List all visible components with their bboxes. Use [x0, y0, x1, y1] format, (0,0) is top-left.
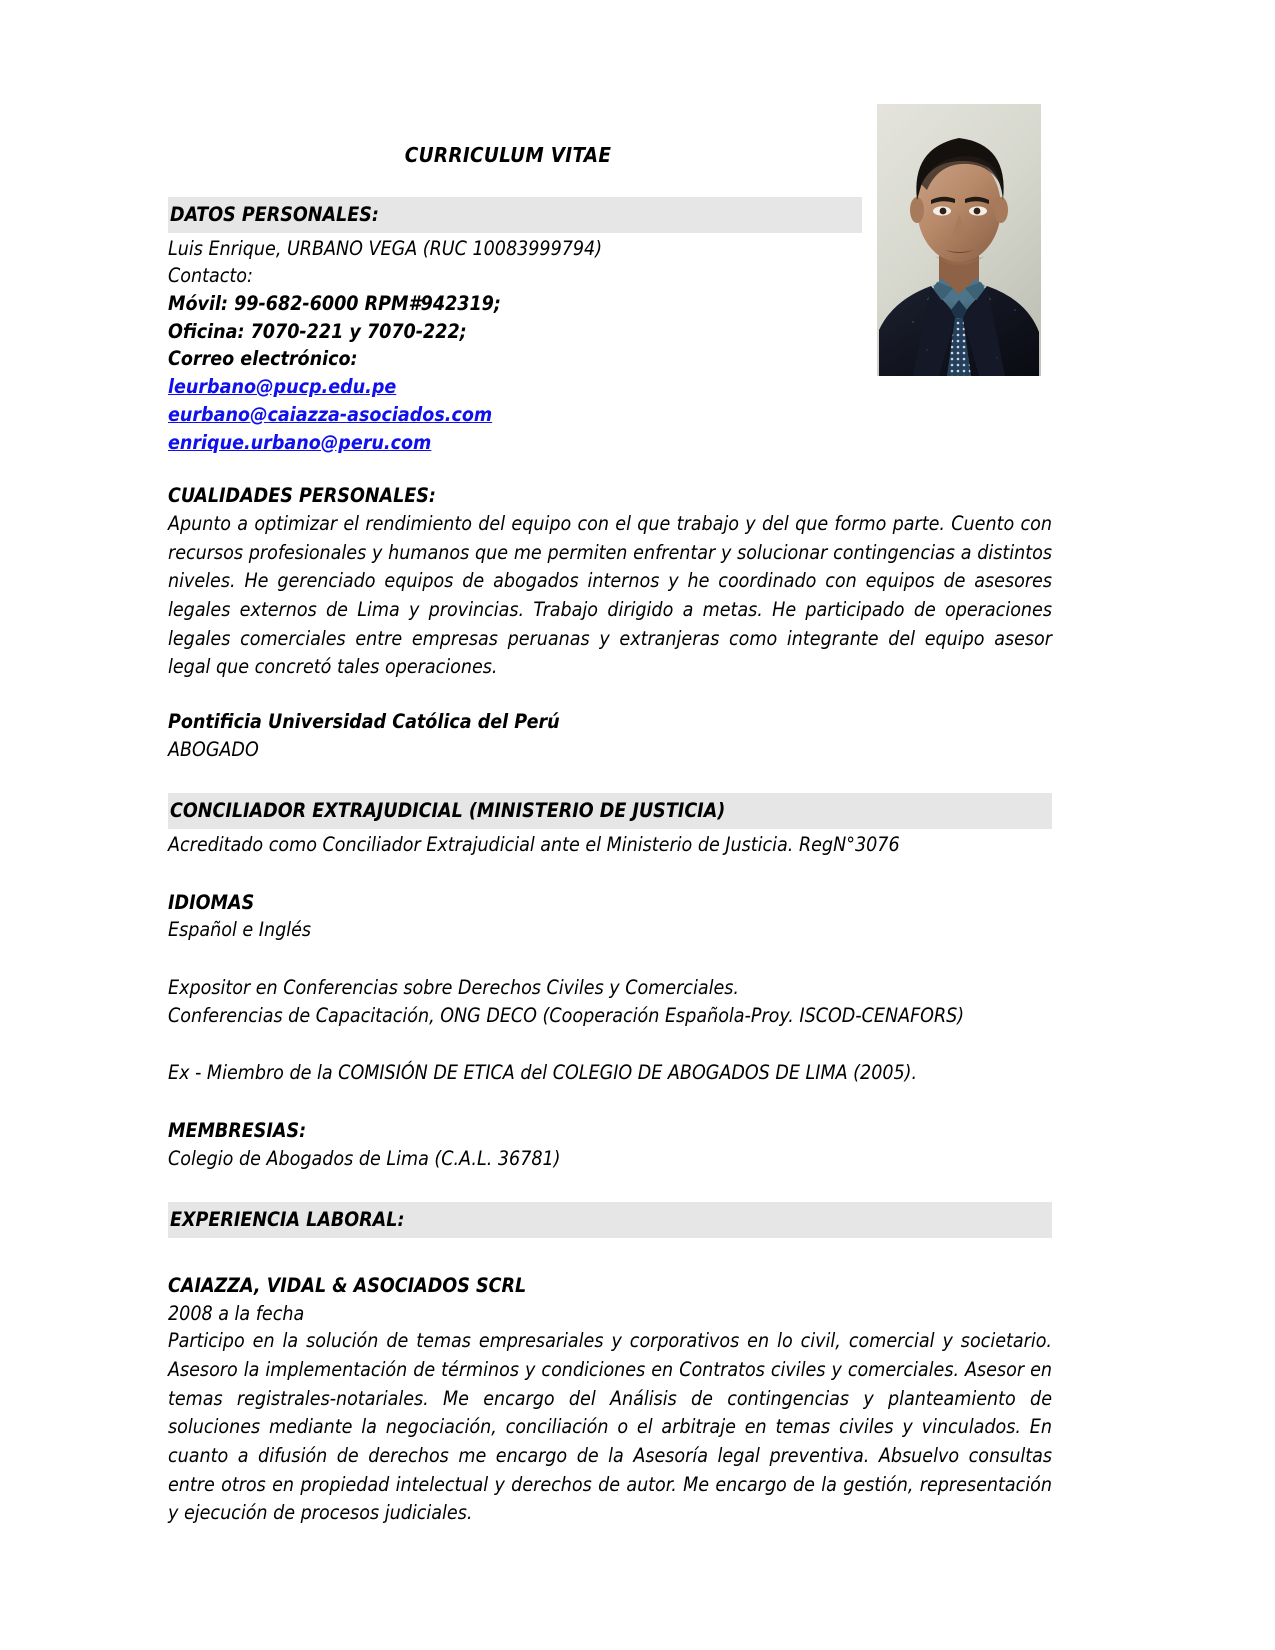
section-heading-experiencia-laboral: EXPERIENCIA LABORAL:	[168, 1202, 1052, 1238]
section-heading-cualidades-personales: CUALIDADES PERSONALES:	[168, 484, 436, 508]
conferencias-line-2: Conferencias de Capacitación, ONG DECO (Cooperación Española-Proy. ISCOD-CENAFORS)	[168, 1003, 965, 1027]
conferencias-line-1: Expositor en Conferencias sobre Derechos Civiles y Comerciales.	[168, 975, 739, 999]
membresias-body: Colegio de Abogados de Lima (C.A.L. 36781)	[168, 1146, 561, 1170]
experience-description: Participo en la solución de temas empresariales y corporativos en lo civil, comercial y societario. Asesoro la implementación de términos y condiciones en Contratos civiles y comerciales. Asesor en temas registrales-notariales. Me encargo del Análisis de contingencias y planteamiento de soluciones mediante la negociación, conciliación o el arbitraje en temas civiles y vinculados. En cuanto a difusión de derechos me encargo de la Asesoría legal preventiva. Absuelvo consultas entre otros en propiedad intelectual y derechos de autor. Me encargo de la gestión, representación y ejecución de procesos judiciales.	[168, 1329, 1052, 1525]
section-heading-datos-personales: DATOS PERSONALES:	[168, 197, 862, 233]
comision-etica-body: Ex - Miembro de la COMISIÓN DE ETICA del COLEGIO DE ABOGADOS DE LIMA (2005).	[168, 1061, 918, 1085]
email-label: Correo electrónico:	[168, 347, 358, 371]
office-phone: Oficina: 7070-221 y 7070-222;	[168, 319, 467, 343]
cv-content	[168, 0, 1052, 1528]
education-degree: ABOGADO	[168, 737, 259, 761]
mobile-phone: Móvil: 99-682-6000 RPM#942319;	[168, 292, 501, 316]
idiomas-body: Español e Inglés	[168, 918, 312, 942]
section-heading-membresias: MEMBRESIAS:	[168, 1119, 307, 1142]
section-heading-idiomas: IDIOMAS	[168, 890, 255, 914]
page-title: CURRICULUM VITAE	[404, 143, 612, 167]
email-link-pucp[interactable]: leurbano@pucp.edu.pe	[168, 375, 397, 399]
section-heading-conciliador: CONCILIADOR EXTRAJUDICIAL (MINISTERIO DE JUSTICIA)	[168, 793, 1052, 829]
experience-period: 2008 a la fecha	[168, 1301, 305, 1325]
education-institution: Pontificia Universidad Católica del Perú	[168, 709, 560, 733]
experience-entry	[168, 1272, 1052, 1528]
email-link-caiazza[interactable]: eurbano@caiazza-asociados.com	[168, 402, 493, 426]
email-link-peru[interactable]: enrique.urbano@peru.com	[168, 430, 432, 454]
experience-company: CAIAZZA, VIDAL & ASOCIADOS SCRL	[168, 1274, 527, 1298]
cualidades-personales-body: Apunto a optimizar el rendimiento del equipo con el que trabajo y del que formo parte. Cuento con recursos profesionales y humanos que me permiten enfrentar y solucionar contingencias a distintos niveles. He gerenciado equipos de abogados internos y he coordinado con equipos de asesores legales externos de Lima y provincias. Trabajo dirigido a metas. He participado de operaciones legales comerciales entre empresas peruanas y extranjeras como integrante del equipo asesor legal que concretó tales operaciones.	[168, 511, 1052, 679]
contact-label: Contacto:	[168, 264, 253, 288]
personal-name: Luis Enrique, URBANO VEGA (RUC 10083999794)	[168, 236, 603, 260]
conciliador-body: Acreditado como Conciliador Extrajudicial ante el Ministerio de Justicia. RegN°3076	[168, 832, 900, 856]
